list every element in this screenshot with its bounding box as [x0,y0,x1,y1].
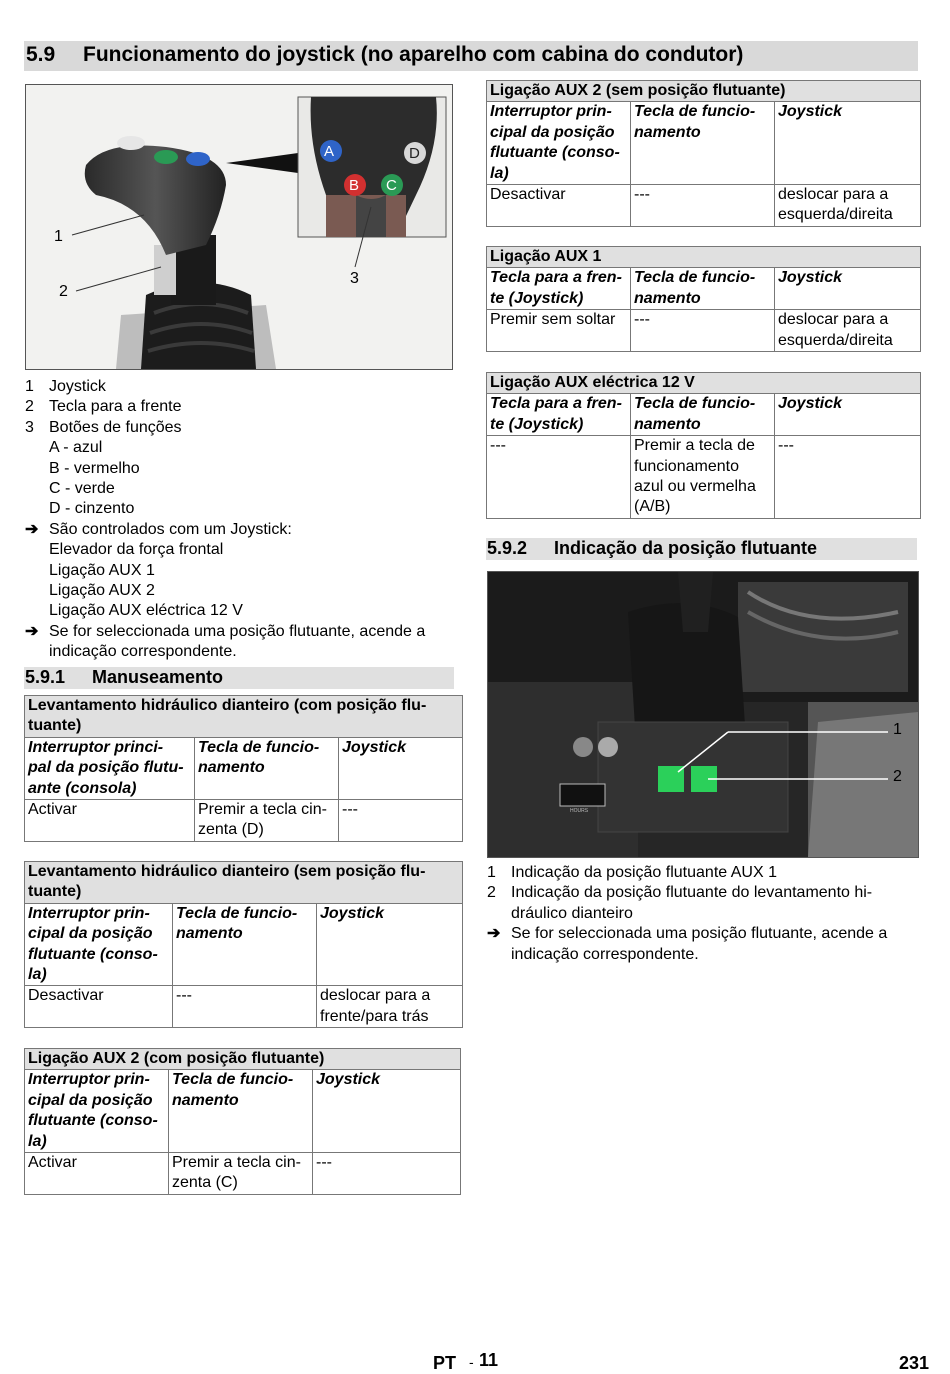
controlled-item: Ligação AUX eléctrica 12 V [49,602,243,620]
legend-item: 2 Tecla para a frente [25,398,182,416]
col-header: Interruptor prin- cipal da posição flutuante (conso- la) [25,903,173,986]
footer-separator: - [469,1354,474,1370]
callout-2: 2 [59,283,68,300]
inset-button-c-label: C [386,177,397,194]
table-aux1 [486,246,921,352]
note-float: ➔ Se for seleccionada uma posição flutuante, acende a [487,924,917,944]
table-cell: --- [631,310,775,352]
table-aux2-with-float [24,1048,461,1195]
figure-legend [25,377,455,662]
col-header: Joystick [775,268,921,310]
col-header: Joystick [339,737,463,799]
inset-button-d-label: D [409,145,420,162]
inset-button-a-label: A [324,143,335,160]
table-cell: Activar [25,800,195,842]
legend-item: 3 Botões de funções [25,418,182,436]
subsection-heading-float-indicator [486,538,917,560]
col-header: Tecla para a fren- te (Joystick) [487,268,631,310]
callout-2: 2 [893,768,902,785]
table-aux-12v [486,372,921,519]
section-title: Funcionamento do joystick (no aparelho com cabina do condutor) [83,43,744,66]
note-float-cont: indicação correspondente. [511,945,699,963]
col-header: Tecla de funcio- namento [169,1070,313,1153]
legend-item: D - cinzento [49,500,135,518]
subsection-number: 5.9.2 [487,538,528,558]
controlled-item: Ligação AUX 1 [49,561,155,579]
footer-local-page: 11 [479,1350,499,1370]
subsection-heading-manuseamento [24,667,454,689]
float-indicator-photo [487,571,919,858]
col-header: Tecla de funcio- namento [631,394,775,436]
table-title: Ligação AUX 2 (sem posição flutuante) [487,81,921,102]
table-cell: Desactivar [25,986,173,1028]
hours-label: HOURS [570,808,589,814]
table-front-lift-without-float [24,861,463,1028]
cabin-illustration [488,572,918,857]
note-float: ➔ Se for seleccionada uma posição flutuante, acende a [25,622,455,642]
table-title: Levantamento hidráulico dianteiro (sem posição flu- tuante) [25,862,463,904]
legend-item: A - azul [49,439,103,457]
table-cell: --- [339,800,463,842]
table-title: Ligação AUX eléctrica 12 V [487,373,921,394]
table-cell: --- [631,185,775,227]
table-title: Ligação AUX 2 (com posição flutuante) [25,1049,461,1070]
table-cell: Premir a tecla de funcionamento azul ou vermelha (A/B) [631,436,775,519]
callout-1: 1 [54,228,63,245]
controlled-item: Elevador da força frontal [49,541,224,559]
table-cell: --- [487,436,631,519]
legend-item: dráulico dianteiro [511,904,633,922]
legend-item: 1 Joystick [25,378,106,395]
callout-3: 3 [350,270,359,287]
col-header: Tecla de funcio- namento [631,102,775,185]
float-legend [487,863,917,965]
arrow-icon: ➔ [487,925,501,943]
inset-button-b-label: B [349,177,360,194]
col-header: Tecla de funcio- namento [195,737,339,799]
col-header: Tecla de funcio- namento [173,903,317,986]
table-cell: Premir sem soltar [487,310,631,352]
table-title: Ligação AUX 1 [487,247,921,268]
col-header: Tecla para a fren- te (Joystick) [487,394,631,436]
arrow-icon: ➔ [25,520,39,538]
legend-item: C - verde [49,479,115,497]
section-heading [24,41,918,71]
joystick-photo [25,84,453,370]
subsection-number: 5.9.1 [25,667,66,687]
table-cell: --- [313,1153,461,1195]
footer-page-number: 231 [899,1353,930,1373]
table-cell: deslocar para a esquerda/direita [775,310,921,352]
subsection-title: Indicação da posição flutuante [554,538,818,558]
legend-item: B - vermelho [49,459,140,477]
controlled-item: Ligação AUX 2 [49,581,155,599]
col-header: Tecla de funcio- namento [631,268,775,310]
table-cell: --- [775,436,921,519]
legend-item: 2 Indicação da posição flutuante do levantamento hi- [487,884,873,902]
table-cell: deslocar para a esquerda/direita [775,185,921,227]
table-cell: Activar [25,1153,169,1195]
col-header: Interruptor princi- pal da posição flutu- ante (consola) [25,737,195,799]
subsection-title: Manuseamento [92,667,224,687]
table-cell: Desactivar [487,185,631,227]
joystick-illustration [26,85,452,369]
note-intro: ➔ São controlados com um Joystick: [25,520,455,540]
arrow-icon: ➔ [25,622,39,640]
table-front-lift-with-float [24,695,463,842]
section-number: 5.9 [26,43,56,66]
col-header: Joystick [317,903,463,986]
table-cell: deslocar para a frente/para trás [317,986,463,1028]
table-cell: Premir a tecla cin- zenta (C) [169,1153,313,1195]
col-header: Joystick [313,1070,461,1153]
footer-lang: PT [433,1353,457,1373]
col-header: Joystick [775,394,921,436]
note-float-cont: indicação correspondente. [49,643,237,661]
col-header: Interruptor prin- cipal da posição flutuante (conso- la) [487,102,631,185]
legend-item: 1 Indicação da posição flutuante AUX 1 [487,864,777,881]
table-cell: --- [173,986,317,1028]
col-header: Joystick [775,102,921,185]
table-cell: Premir a tecla cin- zenta (D) [195,800,339,842]
callout-1: 1 [893,721,902,738]
col-header: Interruptor prin- cipal da posição flutuante (conso- la) [25,1070,169,1153]
table-aux2-without-float [486,80,921,227]
table-title: Levantamento hidráulico dianteiro (com posição flu- tuante) [25,696,463,738]
